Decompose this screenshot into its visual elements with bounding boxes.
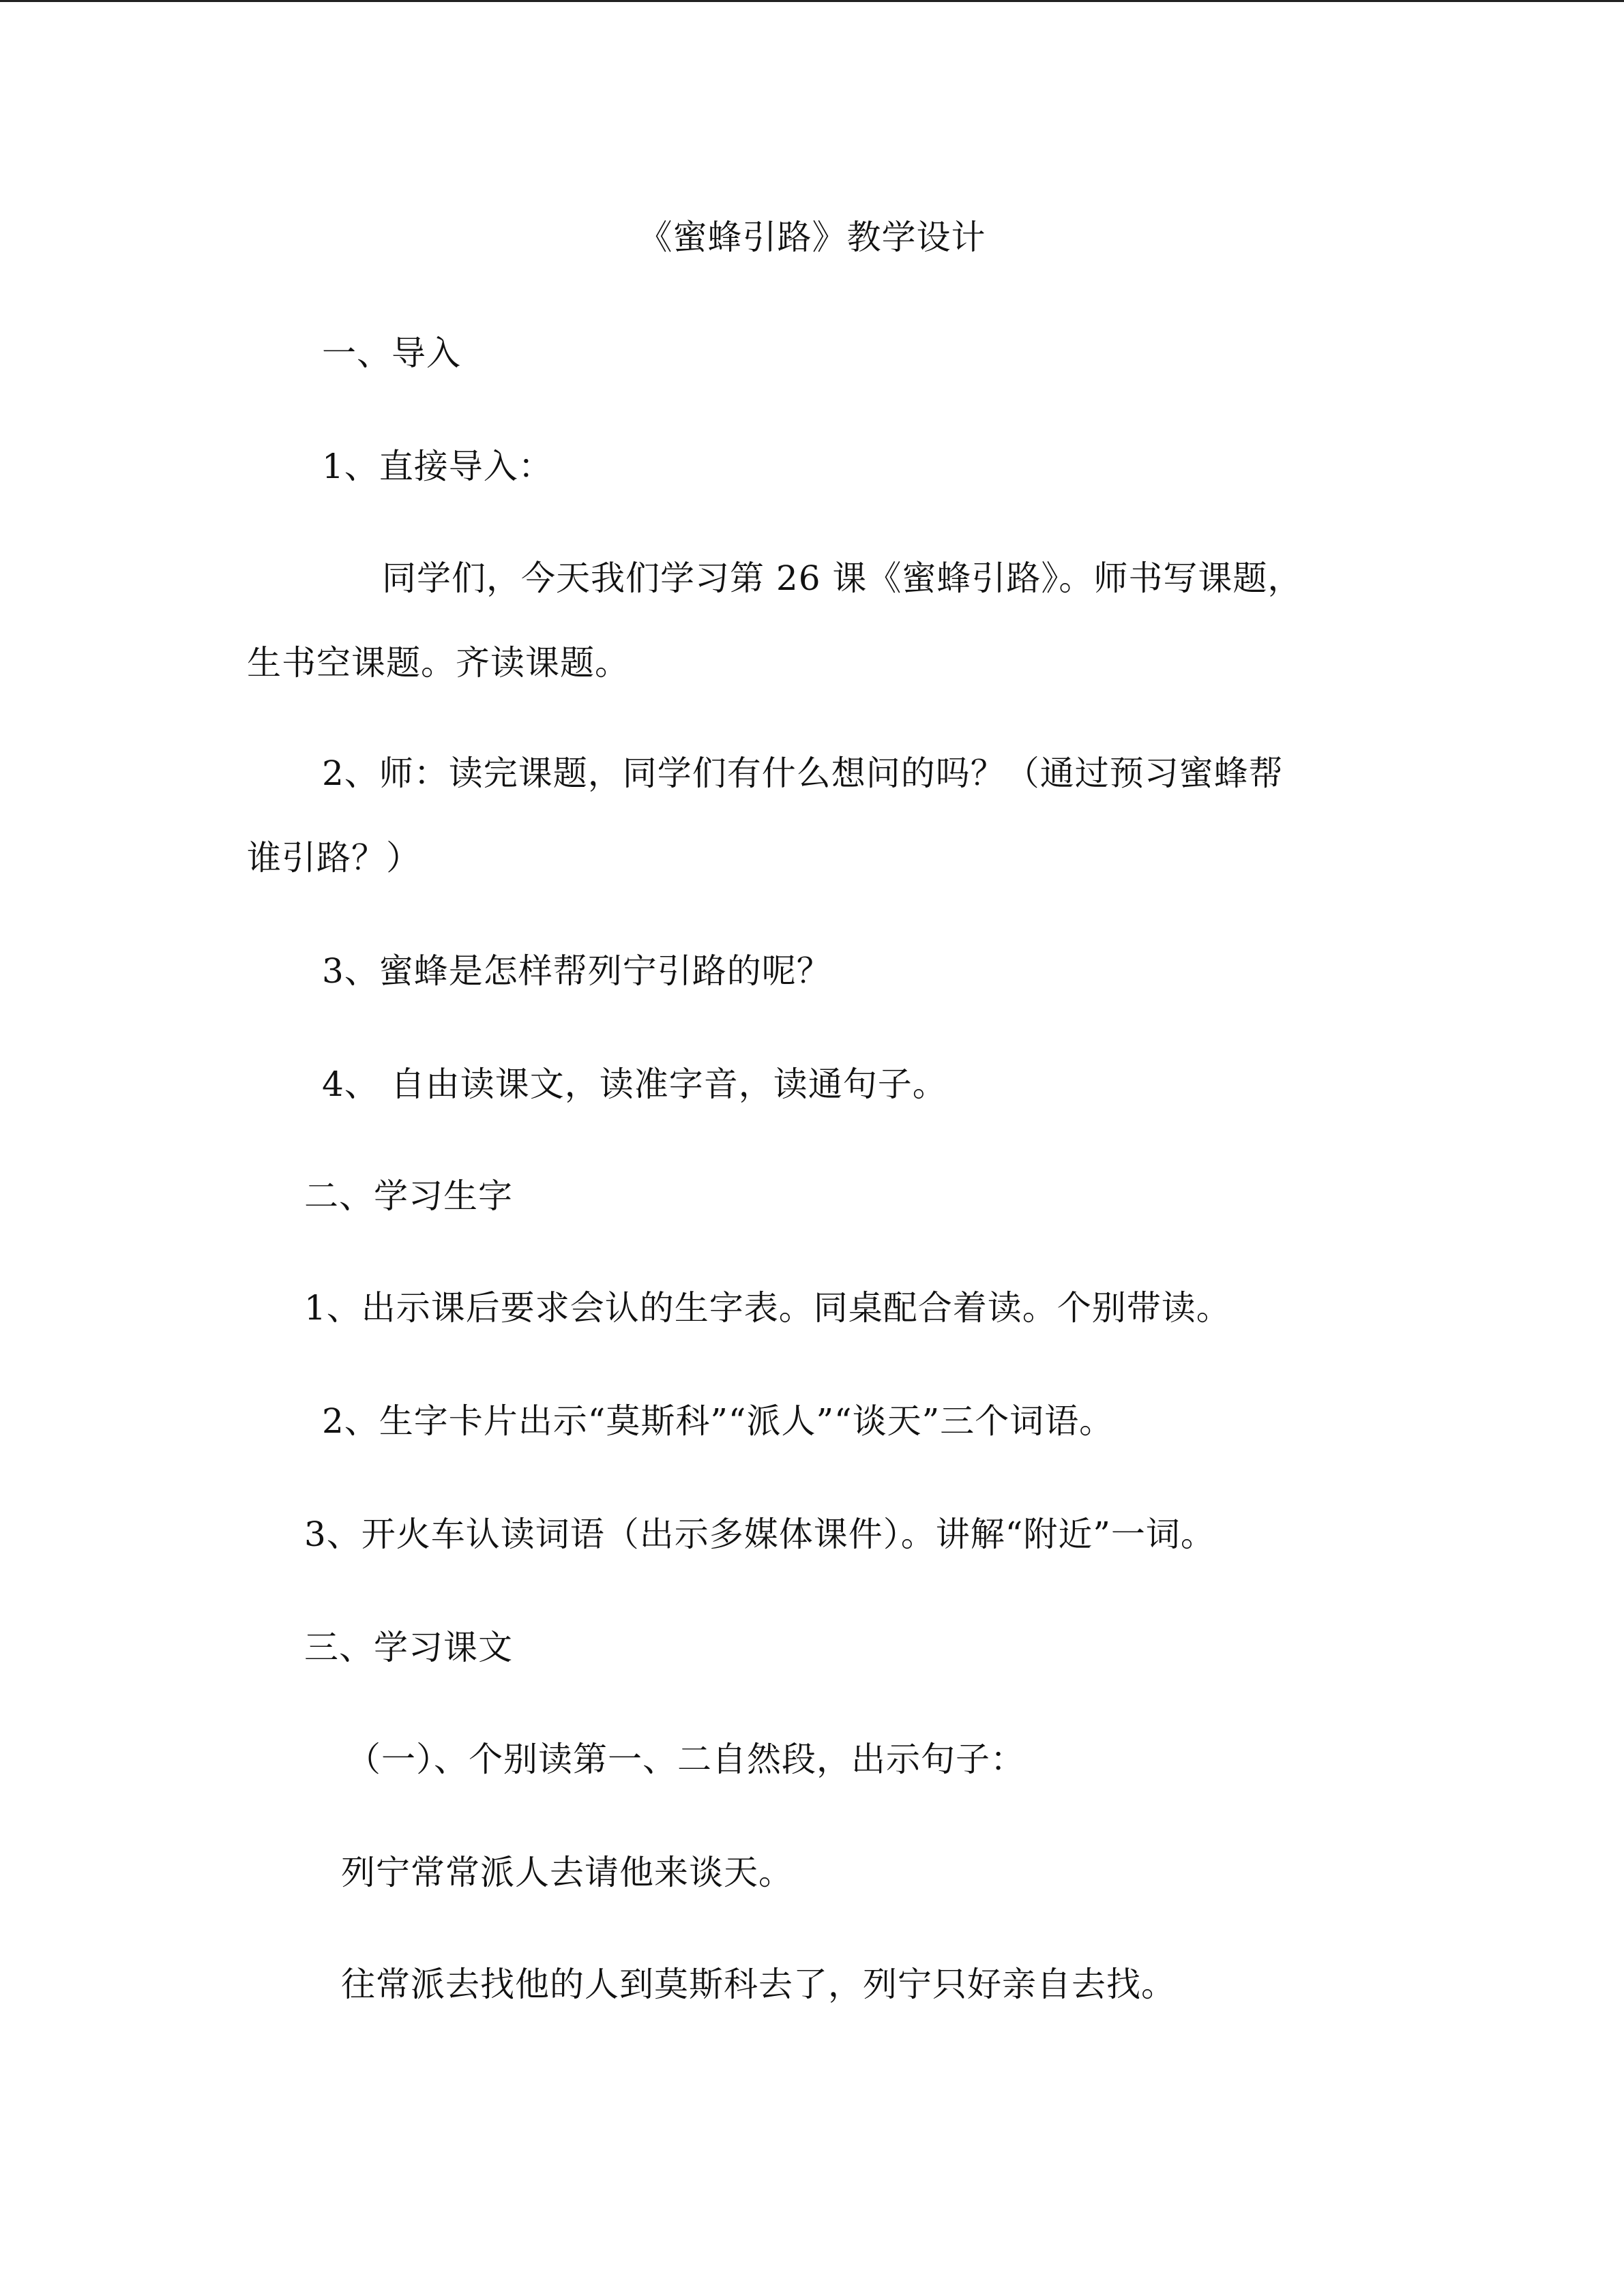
section-heading-text: 三、学习课文 xyxy=(304,1628,513,1667)
paragraph-line: 1、直接导入： xyxy=(322,447,553,486)
paragraph-line: 同学们，今天我们学习第 26 课《蜜蜂引路》。师书写课题， xyxy=(382,558,1303,598)
top-border-line xyxy=(0,0,1624,2)
quoted-sentence: 往常派去找他的人到莫斯科去了，列宁只好亲自去找。 xyxy=(341,1965,1176,2004)
paragraph-line: 生书空课题。齐读课题。 xyxy=(247,643,630,683)
paragraph-line: 1、出示课后要求会认的生字表。同桌配合着读。个别带读。 xyxy=(304,1288,1231,1328)
quoted-sentence: 列宁常常派人去请他来谈天。 xyxy=(341,1853,793,1892)
paragraph-line: 3、蜜蜂是怎样帮列宁引路的呢？ xyxy=(322,951,831,991)
paragraph-line: （一）、个别读第一、二自然段，出示句子： xyxy=(346,1740,1025,1779)
paragraph-line: 2、师：读完课题，同学们有什么想问的吗？（通过预习蜜蜂帮 xyxy=(322,754,1284,793)
paragraph-line: 3、开火车认读词语（出示多媒体课件）。讲解“附近”一词。 xyxy=(304,1515,1215,1554)
paragraph-line: 4、 自由读课文，读准字音，读通句子。 xyxy=(322,1064,947,1104)
paragraph-line: 2、生字卡片出示“莫斯科”“派人”“谈天”三个词语。 xyxy=(322,1401,1114,1441)
section-heading-characters: 二、学习生字 xyxy=(304,1176,513,1216)
section-heading-intro: 一、导入 xyxy=(322,333,461,373)
document-title: 《蜜蜂引路》教学设计 xyxy=(638,218,986,257)
paragraph-line: 谁引路？） xyxy=(247,838,421,878)
